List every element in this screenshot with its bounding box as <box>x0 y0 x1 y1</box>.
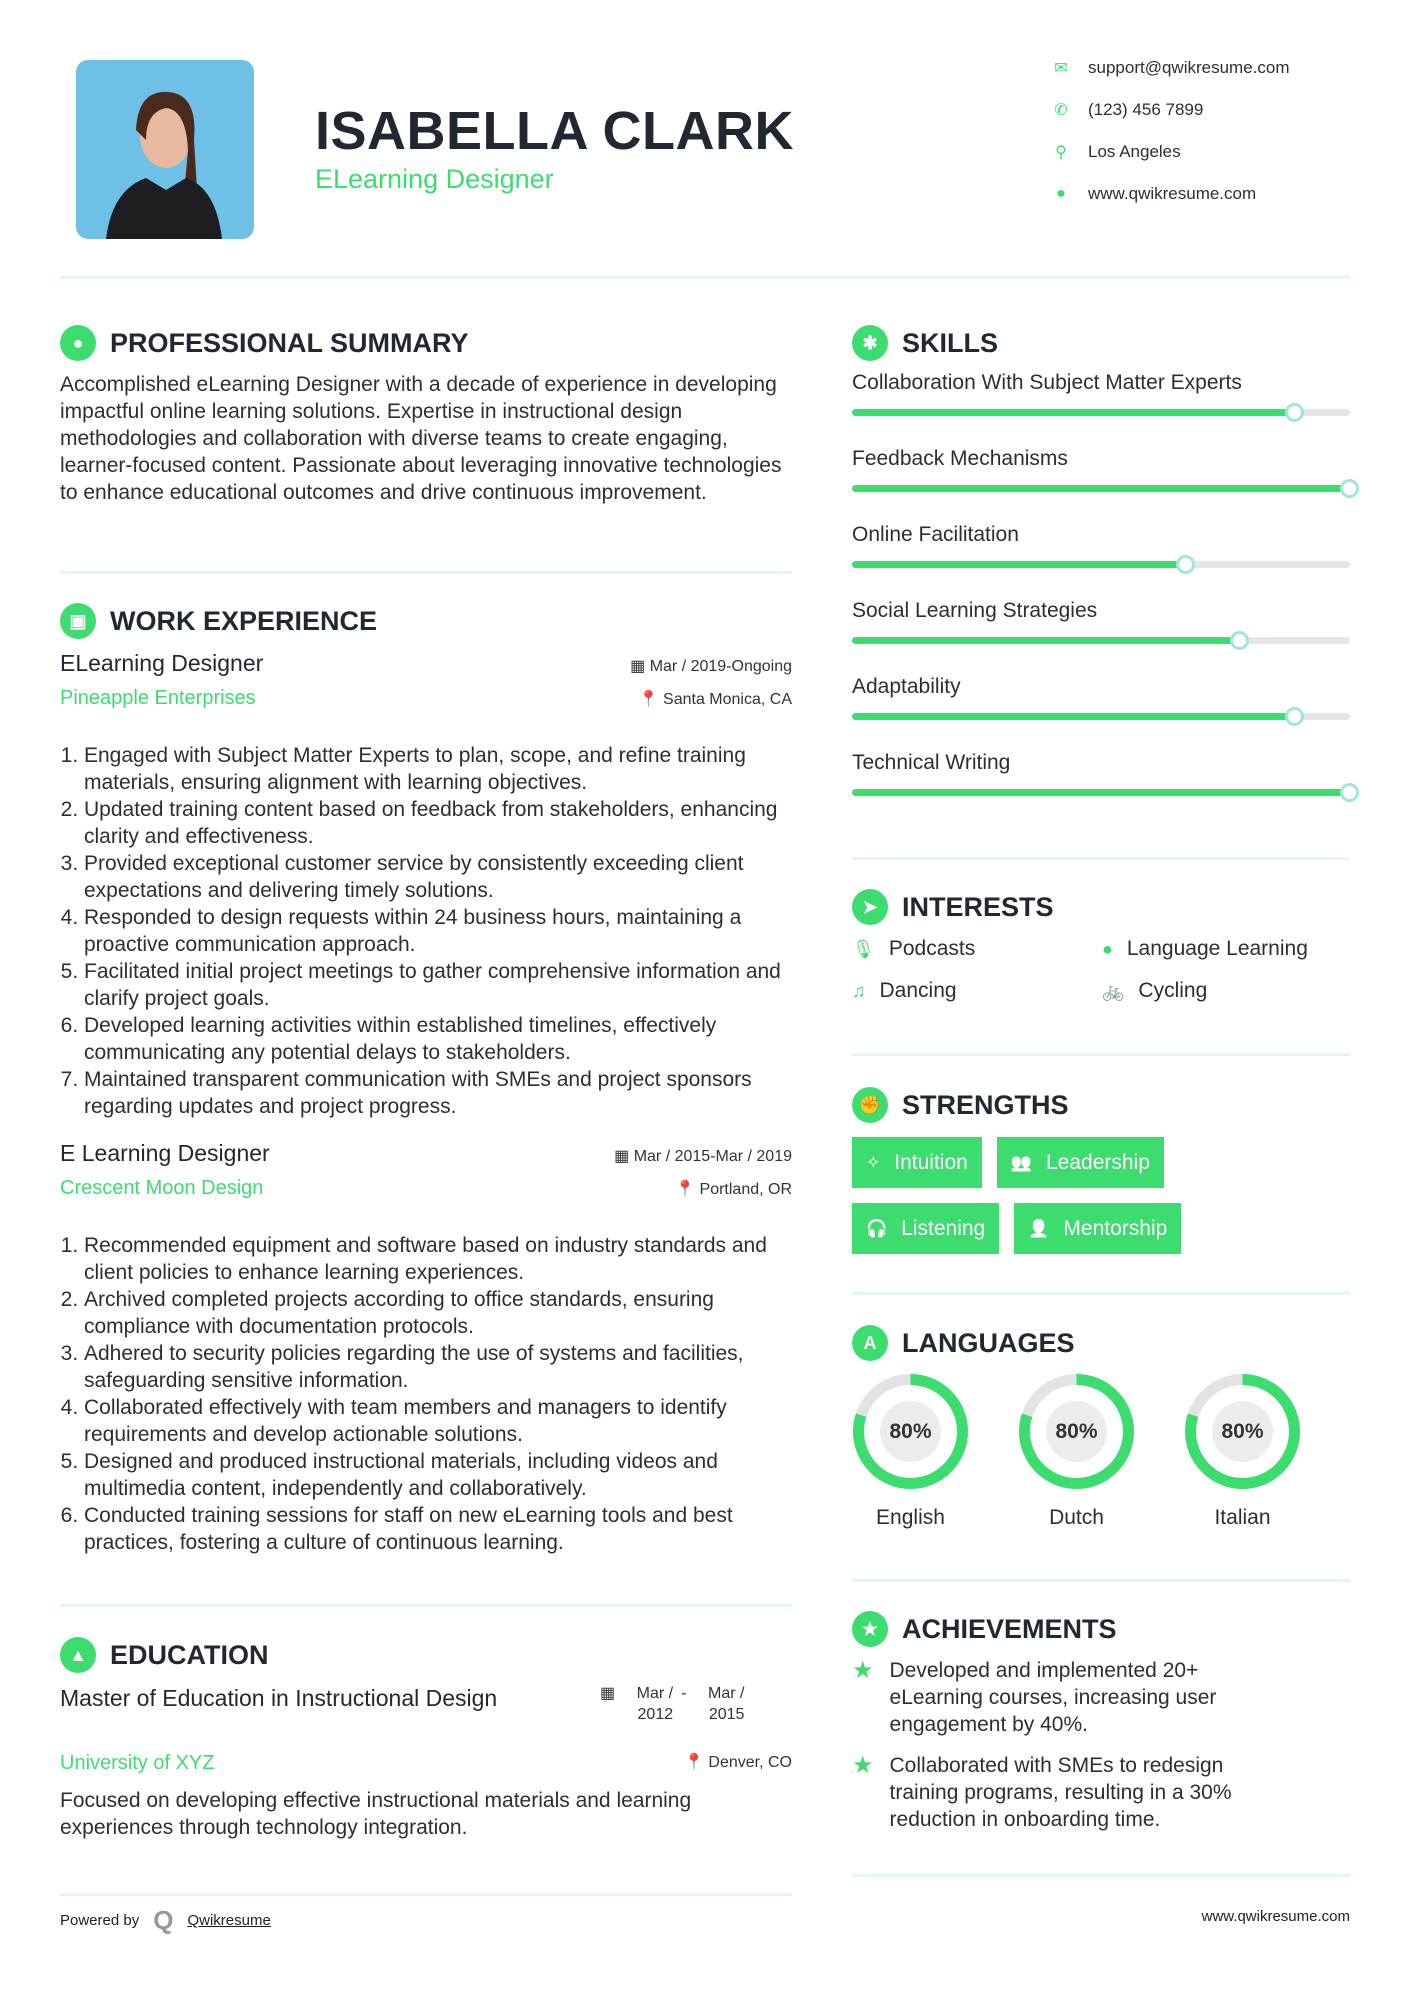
skill-item <box>852 371 1350 447</box>
skill-bar-fill <box>852 409 1295 416</box>
user-plus-icon: 👤 <box>1028 1218 1050 1238</box>
section-divider <box>852 1874 1350 1877</box>
interest-label: Podcasts <box>888 937 976 960</box>
contact-text: (123) 456 7899 <box>1088 100 1204 119</box>
location-text: Denver, CO <box>708 1754 792 1771</box>
heading-text: STRENGTHS <box>902 1089 1069 1120</box>
job-location <box>639 689 792 709</box>
star-icon: ★ <box>852 1752 874 1779</box>
languages-heading <box>852 1325 1075 1361</box>
mail-icon: ✉ <box>1054 60 1068 77</box>
translate-icon: A <box>852 1325 888 1361</box>
location-text: Portland, OR <box>699 1181 792 1198</box>
paper-plane-icon: ➤ <box>852 889 888 925</box>
calendar-icon: ▦ <box>630 658 646 675</box>
section-divider <box>852 1579 1350 1582</box>
degree-title: Master of Education in Instructional Design <box>60 1685 498 1711</box>
candidate-name: ISABELLA CLARK <box>315 101 794 161</box>
skill-knob <box>1285 707 1304 726</box>
star-icon: ★ <box>852 1657 874 1684</box>
job-bullet: 4. Collaborated effectively with team members and managers to identify requirements and develop actionable solutions. <box>84 1394 792 1448</box>
language-ring <box>1016 1371 1137 1492</box>
profile-photo <box>76 60 254 239</box>
language-label: English <box>876 1506 945 1529</box>
strength-label: Leadership <box>1045 1150 1150 1174</box>
language-ring <box>850 1371 971 1492</box>
lightbulb-icon: ✱ <box>852 325 888 361</box>
language-percent: 80% <box>1212 1401 1273 1462</box>
job-bullet: 5. Facilitated initial project meetings to gather comprehensive information and clarify project goals. <box>84 958 792 1012</box>
language-item <box>1182 1371 1303 1530</box>
language-percent: 80% <box>880 1401 941 1462</box>
pin-icon: 📍 <box>684 1754 704 1771</box>
job-bullet: 5. Designed and produced instructional materials, including videos and multimedia content, independently and collaboratively. <box>84 1448 792 1502</box>
date-text: Mar / 2019-Ongoing <box>649 658 792 675</box>
strength-label: Mentorship <box>1063 1216 1168 1240</box>
star-badge-icon: ★ <box>852 1611 888 1647</box>
strengths-list <box>852 1137 1272 1254</box>
company-name: Crescent Moon Design <box>60 1177 264 1199</box>
skill-knob <box>1230 631 1249 650</box>
strength-label: Listening <box>901 1216 986 1240</box>
users-icon: 👥 <box>1010 1152 1032 1172</box>
section-divider <box>852 857 1350 860</box>
achievements-heading <box>852 1611 1117 1647</box>
fist-icon: ✊ <box>852 1087 888 1123</box>
job-bullets <box>60 742 792 1120</box>
briefcase-icon: ▣ <box>60 603 96 639</box>
candidate-role: ELearning Designer <box>315 164 554 194</box>
achievement-text: Collaborated with SMEs to redesign training programs, resulting in a 30% reduction in onboarding time. <box>889 1754 1232 1831</box>
contact-location <box>1052 142 1181 162</box>
skills-list <box>852 371 1350 827</box>
qwikresume-logo-icon: Q <box>153 1905 174 1935</box>
heading-text: LANGUAGES <box>902 1327 1075 1358</box>
skill-item <box>852 675 1350 751</box>
date-end: Mar / 2015 <box>708 1685 745 1723</box>
skill-name: Online Facilitation <box>852 523 1019 546</box>
interest-label: Cycling <box>1138 979 1208 1002</box>
skill-bar <box>852 713 1350 720</box>
skill-name: Social Learning Strategies <box>852 599 1098 622</box>
job-bullet: 3. Adhered to security policies regarding the use of systems and facilities, safeguarding sensitive information. <box>84 1340 792 1394</box>
contact-text: support@qwikresume.com <box>1088 58 1290 77</box>
skill-name: Feedback Mechanisms <box>852 447 1068 470</box>
heading-text: PROFESSIONAL SUMMARY <box>110 327 469 358</box>
interest-label: Dancing <box>879 979 957 1002</box>
job-bullet: 2. Updated training content based on feedback from stakeholders, enhancing clarity and effectiveness. <box>84 796 792 850</box>
strength-tag <box>852 1203 999 1254</box>
interest-item <box>1102 979 1350 1003</box>
section-divider <box>852 1053 1350 1056</box>
microphone-icon: 🎙 <box>852 938 875 959</box>
education-location <box>600 1752 792 1772</box>
music-icon: ♫ <box>852 980 866 1001</box>
globe-icon: ● <box>1056 185 1066 202</box>
user-icon: ● <box>60 325 96 361</box>
interest-item <box>852 937 1102 961</box>
job-bullet: 6. Developed learning activities within established timelines, effectively communicating any potential delays to stakeholders. <box>84 1012 792 1066</box>
headphones-icon: 🎧 <box>866 1218 888 1238</box>
footer-website[interactable]: www.qwikresume.com <box>1201 1908 1350 1925</box>
interests-heading <box>852 889 1054 925</box>
language-item <box>1016 1371 1137 1530</box>
summary-text: Accomplished eLearning Designer with a decade of experience in developing impactful online learning solutions. Expertise in instructional design methodologies and collaboration with diverse teams to create engaging, learner-focused content. Passionate about leveraging innovative technologies to enhance educational outcomes and drive continuous improvement. <box>60 373 782 504</box>
skill-bar-fill <box>852 485 1350 492</box>
skill-bar-fill <box>852 789 1350 796</box>
job-bullet: 4. Responded to design requests within 24 business hours, maintaining a proactive communication approach. <box>84 904 792 958</box>
heading-text: SKILLS <box>902 327 999 358</box>
job-date <box>614 1146 792 1166</box>
language-item <box>850 1371 971 1530</box>
contact-website[interactable] <box>1052 184 1256 204</box>
job-entry <box>60 1140 792 1556</box>
section-divider <box>60 1893 792 1896</box>
globe-icon: ● <box>1102 938 1113 959</box>
job-bullet: 6. Conducted training sessions for staff on new eLearning tools and best practices, fostering a culture of continuous learning. <box>84 1502 792 1556</box>
contact-text: www.qwikresume.com <box>1088 184 1257 203</box>
pin-icon: 📍 <box>638 691 659 708</box>
calendar-icon: ▦ <box>614 1148 630 1165</box>
language-label: Italian <box>1214 1506 1271 1529</box>
pin-icon: 📍 <box>675 1181 696 1198</box>
powered-by <box>60 1905 271 1936</box>
powered-by-text: Powered by <box>60 1912 140 1929</box>
section-divider <box>60 1604 792 1607</box>
interests-list <box>852 937 1350 1003</box>
job-bullet: 3. Provided exceptional customer service by consistently exceeding client expectations and delivering timely solutions. <box>84 850 792 904</box>
calendar-icon: ▦ <box>600 1685 616 1702</box>
summary-heading <box>60 325 469 361</box>
strength-tag <box>997 1137 1164 1188</box>
contact-text: Los Angeles <box>1088 142 1181 161</box>
skill-bar <box>852 409 1350 416</box>
strength-tag <box>1014 1203 1181 1254</box>
job-bullet: 1. Engaged with Subject Matter Experts to plan, scope, and refine training materials, ensuring alignment with learning objectives. <box>84 742 792 796</box>
skill-bar-fill <box>852 561 1186 568</box>
job-entry <box>60 650 792 1120</box>
achievements-list <box>852 1657 1292 1847</box>
skill-name: Adaptability <box>852 675 961 698</box>
location-text: Santa Monica, CA <box>663 691 792 708</box>
heading-text: EDUCATION <box>110 1639 269 1670</box>
company-name: Pineapple Enterprises <box>60 687 256 709</box>
heading-text: ACHIEVEMENTS <box>902 1613 1117 1644</box>
job-bullet: 2. Archived completed projects according to office standards, ensuring compliance with documentation protocols. <box>84 1286 792 1340</box>
magic-wand-icon: ✧ <box>866 1152 881 1172</box>
strength-tag <box>852 1137 982 1188</box>
contact-email[interactable] <box>1052 58 1290 78</box>
achievement-text: Developed and implemented 20+ eLearning courses, increasing user engagement by 40%. <box>889 1659 1217 1736</box>
job-bullet: 7. Maintained transparent communication with SMEs and project sponsors regarding updates and project progress. <box>84 1066 792 1120</box>
job-bullets <box>60 1232 792 1556</box>
skill-bar <box>852 637 1350 644</box>
job-location <box>675 1179 792 1199</box>
bicycle-icon: 🚲 <box>1102 980 1125 1001</box>
language-percent: 80% <box>1046 1401 1107 1462</box>
language-ring <box>1182 1371 1303 1492</box>
brand-link[interactable]: Qwikresume <box>187 1912 271 1929</box>
skill-bar <box>852 789 1350 796</box>
interest-item <box>852 979 1102 1003</box>
work-heading <box>60 603 377 639</box>
skill-item <box>852 751 1350 827</box>
job-date <box>630 656 792 676</box>
education-text: Focused on developing effective instructional materials and learning experiences through technology integration. <box>60 1789 692 1839</box>
school-name: University of XYZ <box>60 1752 215 1774</box>
job-bullet: 1. Recommended equipment and software based on industry standards and client policies to enhance learning experiences. <box>84 1232 792 1286</box>
skill-knob <box>1285 403 1304 422</box>
achievement-item <box>852 1657 1292 1738</box>
skill-item <box>852 523 1350 599</box>
section-divider <box>852 1292 1350 1295</box>
section-divider <box>60 571 792 574</box>
skill-name: Technical Writing <box>852 751 1011 774</box>
achievement-item <box>852 1752 1292 1833</box>
skill-knob <box>1340 479 1359 498</box>
skill-item <box>852 447 1350 523</box>
skill-bar-fill <box>852 713 1295 720</box>
interest-item <box>1102 937 1350 961</box>
strength-label: Intuition <box>894 1150 968 1174</box>
education-heading <box>60 1637 269 1673</box>
strengths-heading <box>852 1087 1069 1123</box>
phone-icon: ✆ <box>1054 102 1068 119</box>
skill-knob <box>1340 783 1359 802</box>
graduation-icon: ▲ <box>60 1637 96 1673</box>
languages-list <box>850 1371 1303 1530</box>
skill-name: Collaboration With Subject Matter Experts <box>852 371 1242 394</box>
skill-knob <box>1176 555 1195 574</box>
skill-item <box>852 599 1350 675</box>
skill-bar <box>852 485 1350 492</box>
header-divider <box>60 276 1350 279</box>
heading-text: WORK EXPERIENCE <box>110 605 378 636</box>
contact-phone[interactable] <box>1052 100 1203 120</box>
interest-label: Language Learning <box>1126 937 1308 960</box>
date-text: Mar / 2015-Mar / 2019 <box>633 1148 792 1165</box>
job-title: E Learning Designer <box>60 1140 270 1166</box>
skills-heading <box>852 325 998 361</box>
skill-bar <box>852 561 1350 568</box>
skill-bar-fill <box>852 637 1240 644</box>
date-start: Mar / 2012 <box>636 1685 674 1723</box>
date-separator: - <box>681 1685 687 1702</box>
language-label: Dutch <box>1049 1506 1104 1529</box>
education-dates <box>600 1683 744 1725</box>
heading-text: INTERESTS <box>902 891 1054 922</box>
job-title: ELearning Designer <box>60 650 264 676</box>
location-icon: ⚲ <box>1055 144 1067 161</box>
